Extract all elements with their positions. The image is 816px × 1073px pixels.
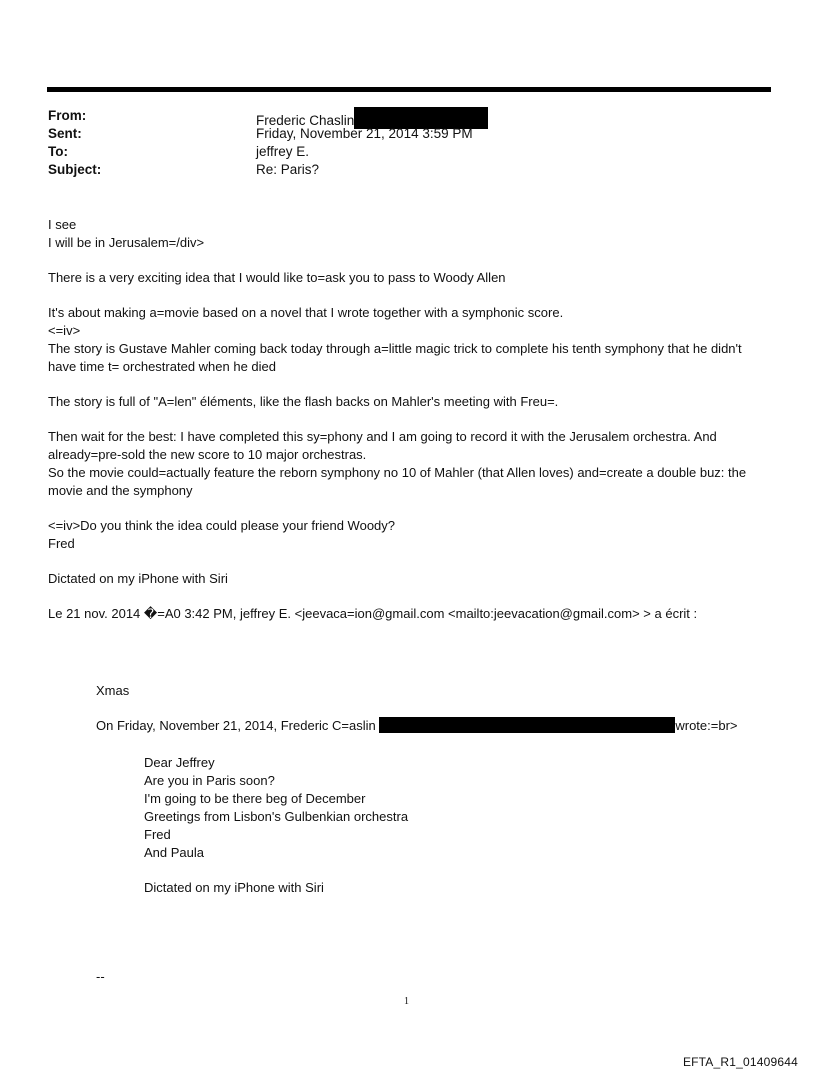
on-line-suffix: wrote:=br> bbox=[675, 718, 738, 733]
quoted-line: Are you in Paris soon? bbox=[144, 773, 275, 788]
quoted-header-line: Le 21 nov. 2014 �=A0 3:42 PM, jeffrey E. <jeevaca=ion@gmail.com <mailto:jeevacation@gmail.com> > a écrit : bbox=[48, 606, 698, 621]
subject-value: Re: Paris? bbox=[256, 162, 320, 177]
bates-id: EFTA_R1_01409644 bbox=[682, 1055, 798, 1069]
redaction-box bbox=[379, 717, 675, 733]
quoted-reply-level-2 bbox=[144, 754, 744, 897]
sent-value: Friday, November 21, 2014 3:59 PM bbox=[256, 126, 473, 141]
sent-label: Sent: bbox=[48, 126, 82, 141]
body-paragraph: <=iv>Do you think the idea could please your friend Woody? Fred bbox=[48, 518, 396, 551]
quoted-line: Dear Jeffrey bbox=[144, 755, 215, 770]
quoted-line: Fred bbox=[144, 827, 171, 842]
body-paragraph: I see I will be in Jerusalem=/div> bbox=[48, 217, 205, 250]
body-paragraph: There is a very exciting idea that I would like to=ask you to pass to Woody Allen bbox=[48, 270, 506, 285]
quoted-reply-level-1 bbox=[96, 682, 776, 752]
body-paragraph: Dictated on my iPhone with Siri bbox=[48, 571, 228, 586]
to-value: jeffrey E. bbox=[256, 144, 310, 159]
to-label: To: bbox=[48, 144, 68, 159]
message-body bbox=[48, 216, 763, 640]
from-label: From: bbox=[48, 108, 87, 123]
on-line-prefix: On Friday, November 21, 2014, Frederic C=aslin bbox=[96, 718, 380, 733]
page-number: 1 bbox=[404, 996, 409, 1007]
from-name: Frederic Chaslin bbox=[256, 113, 355, 128]
header-rule bbox=[47, 87, 771, 92]
body-paragraph: Then wait for the best: I have completed this sy=phony and I am going to record it with the Jerusalem orchestra. And already=pre-sold the new score to 10 major orchestras. So the movie could=actually feature the reborn symphony no 10 of Mahler (that Allen loves) and=create a double buz: the movie and the symphony bbox=[48, 429, 747, 498]
quoted-line: And Paula bbox=[144, 845, 204, 860]
signature-separator: -- bbox=[96, 969, 105, 984]
quoted-on-line bbox=[96, 717, 776, 735]
quoted-line: Greetings from Lisbon's Gulbenkian orchestra bbox=[144, 809, 409, 824]
quoted-signature: Dictated on my iPhone with Siri bbox=[144, 880, 324, 895]
body-paragraph: It's about making a=movie based on a novel that I wrote together with a symphonic score. <=iv> The story is Gustave Mahler coming back today through a=little magic trick to complete his tenth symphony that he didn't have time t= orchestrated when he died bbox=[48, 305, 742, 374]
subject-label: Subject: bbox=[48, 162, 102, 177]
body-paragraph: The story is full of "A=len" éléments, like the flash backs on Mahler's meeting with Freu=. bbox=[48, 394, 559, 409]
quoted-line: I'm going to be there beg of December bbox=[144, 791, 366, 806]
quoted-xmas: Xmas bbox=[96, 683, 130, 698]
